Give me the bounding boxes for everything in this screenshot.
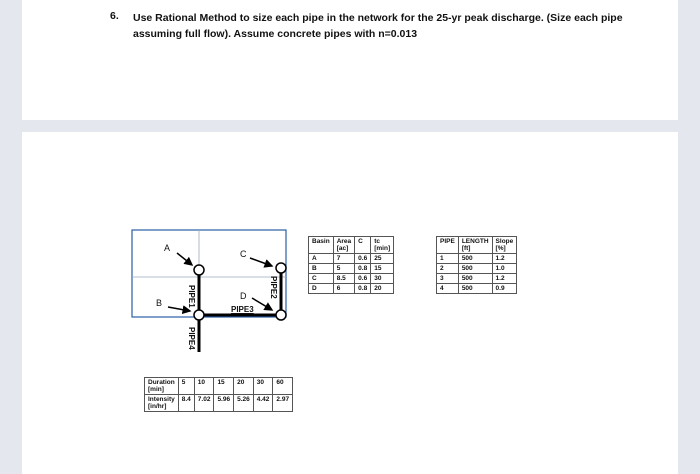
pipe-col-slope: Slope [%] bbox=[492, 237, 517, 254]
pipe2-label: PIPE2 bbox=[269, 276, 278, 299]
basin-col-c: C bbox=[355, 237, 371, 254]
table-row: B 5 0.8 15 bbox=[309, 264, 394, 274]
pipe-col-pipe: PIPE bbox=[437, 237, 459, 254]
flow-arrow-d bbox=[252, 298, 272, 310]
pipe-col-length: LENGTH [ft] bbox=[458, 237, 492, 254]
manhole-junction bbox=[194, 310, 204, 320]
table-row: 1 500 1.2 bbox=[437, 254, 517, 264]
basin-label-c: C bbox=[240, 249, 247, 259]
basin-label-d: D bbox=[240, 291, 247, 301]
table-row: 3 500 1.2 bbox=[437, 274, 517, 284]
manhole-a bbox=[194, 265, 204, 275]
pipe-table-header bbox=[437, 237, 517, 254]
intensity-label: Intensity [in/hr] bbox=[145, 395, 179, 412]
flow-arrow-c bbox=[250, 258, 272, 266]
basin-table bbox=[308, 236, 394, 294]
pipe4-label: PIPE4 bbox=[187, 327, 196, 350]
basin-col-tc: tc [min] bbox=[371, 237, 394, 254]
basin-table-header bbox=[309, 237, 394, 254]
basin-label-b: B bbox=[156, 298, 163, 308]
question-text: Use Rational Method to size each pipe in the network for the 25-yr peak discharge. (Size each pipe assuming full flow). Assume concrete pipes with n=0.013 bbox=[133, 12, 623, 40]
idf-duration-row: Duration [min] 5 10 15 20 30 60 bbox=[145, 378, 293, 395]
table-row: 4 500 0.9 bbox=[437, 284, 517, 294]
pipe1-label: PIPE1 bbox=[187, 285, 196, 308]
manhole-d bbox=[276, 310, 286, 320]
pipe3-label: PIPE3 bbox=[231, 305, 254, 314]
flow-arrow-a bbox=[177, 253, 192, 265]
idf-intensity-row: Intensity [in/hr] 8.4 7.02 5.96 5.26 4.42 2.97 bbox=[145, 395, 293, 412]
duration-label: Duration [min] bbox=[145, 378, 179, 395]
basin-col-area: Area [ac] bbox=[333, 237, 354, 254]
basin-label-a: A bbox=[164, 243, 171, 253]
idf-table bbox=[144, 377, 293, 412]
question-number: 6. bbox=[110, 10, 119, 22]
manhole-c bbox=[276, 263, 286, 273]
table-row: D 6 0.8 20 bbox=[309, 284, 394, 294]
table-row: 2 500 1.0 bbox=[437, 264, 517, 274]
table-row: A 7 0.6 25 bbox=[309, 254, 394, 264]
pipe-table bbox=[436, 236, 517, 294]
basin-col-basin: Basin bbox=[309, 237, 334, 254]
table-row: C 8.5 0.6 30 bbox=[309, 274, 394, 284]
